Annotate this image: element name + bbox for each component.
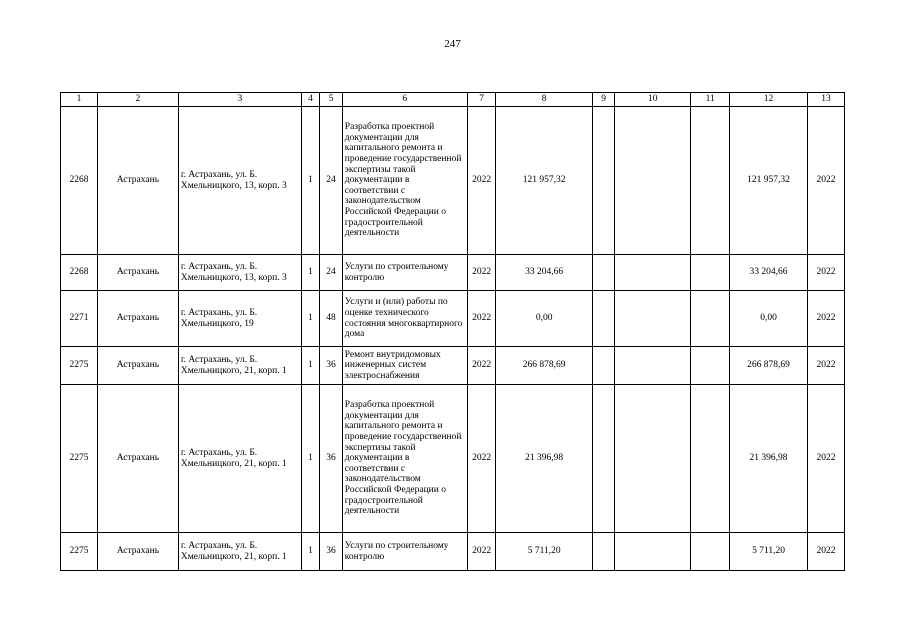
table-row — [61, 255, 845, 291]
cell-col10 — [615, 107, 691, 255]
column-header: 13 — [807, 93, 844, 107]
cell-col4: 1 — [301, 291, 319, 347]
table-row — [61, 385, 845, 533]
column-header: 11 — [691, 93, 730, 107]
cell-work-type: Разработка проектной документации для капитального ремонта и проведение государственной экспертизы такой документации в соответствии с законодательством Российской Федерации о градостроительной деятельности — [342, 385, 467, 533]
cell-house-id: 2268 — [61, 107, 98, 255]
cell-work-type: Ремонт внутридомовых инженерных систем электроснабжения — [342, 347, 467, 385]
cell-municipality: Астрахань — [97, 107, 178, 255]
cell-col11 — [691, 291, 730, 347]
repair-program-table — [60, 92, 845, 571]
table-row — [61, 291, 845, 347]
cell-col5: 24 — [320, 255, 343, 291]
cell-fund-cost: 121 957,32 — [730, 107, 808, 255]
cell-total-cost: 33 204,66 — [496, 255, 592, 291]
cell-year: 2022 — [467, 347, 496, 385]
column-header: 6 — [342, 93, 467, 107]
column-header: 3 — [178, 93, 301, 107]
column-header: 7 — [467, 93, 496, 107]
cell-work-type: Услуги и (или) работы по оценке технического состояния многоквартирного дома — [342, 291, 467, 347]
table-row — [61, 107, 845, 255]
cell-address: г. Астрахань, ул. Б. Хмельницкого, 13, корп. 3 — [178, 255, 301, 291]
cell-completion-year: 2022 — [807, 385, 844, 533]
column-header: 8 — [496, 93, 592, 107]
cell-municipality: Астрахань — [97, 533, 178, 571]
cell-col5: 48 — [320, 291, 343, 347]
column-header: 5 — [320, 93, 343, 107]
cell-fund-cost: 33 204,66 — [730, 255, 808, 291]
cell-col5: 36 — [320, 385, 343, 533]
cell-col10 — [615, 255, 691, 291]
cell-municipality: Астрахань — [97, 347, 178, 385]
cell-col4: 1 — [301, 255, 319, 291]
cell-completion-year: 2022 — [807, 533, 844, 571]
cell-total-cost: 266 878,69 — [496, 347, 592, 385]
table-row — [61, 533, 845, 571]
cell-address: г. Астрахань, ул. Б. Хмельницкого, 13, корп. 3 — [178, 107, 301, 255]
cell-col9 — [592, 255, 615, 291]
page-number: 247 — [444, 38, 461, 50]
cell-col10 — [615, 533, 691, 571]
table-header-row — [61, 93, 845, 107]
cell-year: 2022 — [467, 533, 496, 571]
cell-address: г. Астрахань, ул. Б. Хмельницкого, 21, корп. 1 — [178, 347, 301, 385]
cell-house-id: 2268 — [61, 255, 98, 291]
cell-municipality: Астрахань — [97, 255, 178, 291]
cell-col9 — [592, 385, 615, 533]
cell-work-type: Услуги по строительному контролю — [342, 255, 467, 291]
cell-year: 2022 — [467, 255, 496, 291]
cell-address: г. Астрахань, ул. Б. Хмельницкого, 21, корп. 1 — [178, 533, 301, 571]
cell-completion-year: 2022 — [807, 107, 844, 255]
cell-address: г. Астрахань, ул. Б. Хмельницкого, 19 — [178, 291, 301, 347]
column-header: 12 — [730, 93, 808, 107]
cell-col11 — [691, 347, 730, 385]
cell-col11 — [691, 533, 730, 571]
cell-col10 — [615, 347, 691, 385]
cell-col5: 36 — [320, 347, 343, 385]
cell-year: 2022 — [467, 385, 496, 533]
cell-fund-cost: 266 878,69 — [730, 347, 808, 385]
cell-house-id: 2271 — [61, 291, 98, 347]
cell-col4: 1 — [301, 385, 319, 533]
cell-total-cost: 0,00 — [496, 291, 592, 347]
cell-col10 — [615, 291, 691, 347]
cell-col9 — [592, 291, 615, 347]
cell-col4: 1 — [301, 107, 319, 255]
cell-year: 2022 — [467, 291, 496, 347]
cell-house-id: 2275 — [61, 347, 98, 385]
column-header: 10 — [615, 93, 691, 107]
cell-house-id: 2275 — [61, 385, 98, 533]
cell-col11 — [691, 107, 730, 255]
column-header: 1 — [61, 93, 98, 107]
cell-work-type: Разработка проектной документации для капитального ремонта и проведение государственной экспертизы такой документации в соответствии с законодательством Российской Федерации о градостроительной деятельности — [342, 107, 467, 255]
cell-municipality: Астрахань — [97, 291, 178, 347]
cell-col4: 1 — [301, 347, 319, 385]
cell-total-cost: 21 396,98 — [496, 385, 592, 533]
cell-fund-cost: 21 396,98 — [730, 385, 808, 533]
cell-col9 — [592, 533, 615, 571]
cell-col5: 36 — [320, 533, 343, 571]
cell-completion-year: 2022 — [807, 291, 844, 347]
cell-fund-cost: 5 711,20 — [730, 533, 808, 571]
cell-completion-year: 2022 — [807, 255, 844, 291]
cell-col11 — [691, 255, 730, 291]
cell-col5: 24 — [320, 107, 343, 255]
cell-total-cost: 121 957,32 — [496, 107, 592, 255]
column-header: 4 — [301, 93, 319, 107]
table-row — [61, 347, 845, 385]
cell-col11 — [691, 385, 730, 533]
cell-year: 2022 — [467, 107, 496, 255]
cell-completion-year: 2022 — [807, 347, 844, 385]
cell-col9 — [592, 107, 615, 255]
cell-house-id: 2275 — [61, 533, 98, 571]
cell-address: г. Астрахань, ул. Б. Хмельницкого, 21, корп. 1 — [178, 385, 301, 533]
cell-col4: 1 — [301, 533, 319, 571]
cell-work-type: Услуги по строительному контролю — [342, 533, 467, 571]
cell-municipality: Астрахань — [97, 385, 178, 533]
cell-col10 — [615, 385, 691, 533]
cell-total-cost: 5 711,20 — [496, 533, 592, 571]
column-header: 2 — [97, 93, 178, 107]
cell-col9 — [592, 347, 615, 385]
cell-fund-cost: 0,00 — [730, 291, 808, 347]
column-header: 9 — [592, 93, 615, 107]
